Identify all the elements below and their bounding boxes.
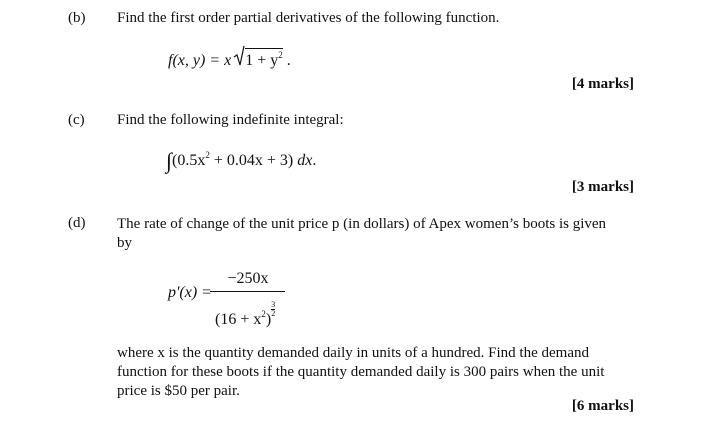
part-c-term2: + 0.04x + 3): [209, 152, 294, 169]
part-d-question-line1: The rate of change of the unit price p (in dollars) of Apex women’s boots is given: [117, 216, 607, 232]
integral-sign-icon: ∫: [166, 148, 173, 173]
part-b-formula: [168, 48, 291, 70]
part-d-fraction: [213, 270, 283, 288]
part-b-radicand-exp: 2: [278, 50, 283, 60]
part-b-formula-tail: .: [286, 52, 291, 69]
radical-sign-icon: [233, 45, 245, 67]
part-c-term1: (0.5x: [172, 152, 206, 169]
part-d-power-den: 2: [271, 309, 276, 318]
part-d-denominator-close: ): [265, 311, 272, 328]
part-c-dx: dx: [293, 152, 313, 169]
part-d-label: (d): [68, 215, 86, 231]
part-b-radicand: 1 + y: [245, 52, 279, 69]
part-d-marks: [6 marks]: [571, 398, 634, 414]
part-d-question: [117, 215, 637, 253]
part-d-denominator: [215, 301, 275, 329]
part-d-numerator: −250x: [227, 270, 269, 287]
part-b-formula-lhs: f(x, y) = x: [168, 52, 232, 69]
part-d-answer-line2: function for these boots if the quantity demanded daily is 300 pairs when the unit: [117, 364, 605, 380]
part-d-denominator-base: (16 + x: [215, 311, 262, 328]
part-d-answer: [117, 344, 637, 401]
part-d-answer-line3: price is $50 per pair.: [117, 383, 240, 399]
part-d-power-num: 3: [271, 300, 276, 309]
part-d-answer-line1: where x is the quantity demanded daily in units of a hundred. Find the demand: [117, 345, 589, 361]
part-c-marks: [3 marks]: [571, 179, 634, 195]
sqrt-icon: [235, 48, 283, 70]
part-c-tail: .: [312, 152, 317, 169]
part-d-denominator-exp: 2: [261, 309, 266, 319]
part-c-question: Find the following indefinite integral:: [117, 112, 344, 128]
part-c-integral: [166, 148, 316, 174]
part-c-label: (c): [68, 112, 85, 128]
part-d-question-line2: by: [117, 235, 132, 251]
part-b-marks: [4 marks]: [571, 76, 634, 92]
part-d-power: [271, 301, 275, 318]
part-b-label: (b): [68, 10, 86, 26]
part-d-formula-lhs: p'(x) =: [168, 284, 212, 301]
fraction-bar: [210, 291, 285, 292]
part-c-exp1: 2: [205, 150, 210, 160]
part-b-question: Find the first order partial derivatives of the following function.: [117, 10, 500, 26]
